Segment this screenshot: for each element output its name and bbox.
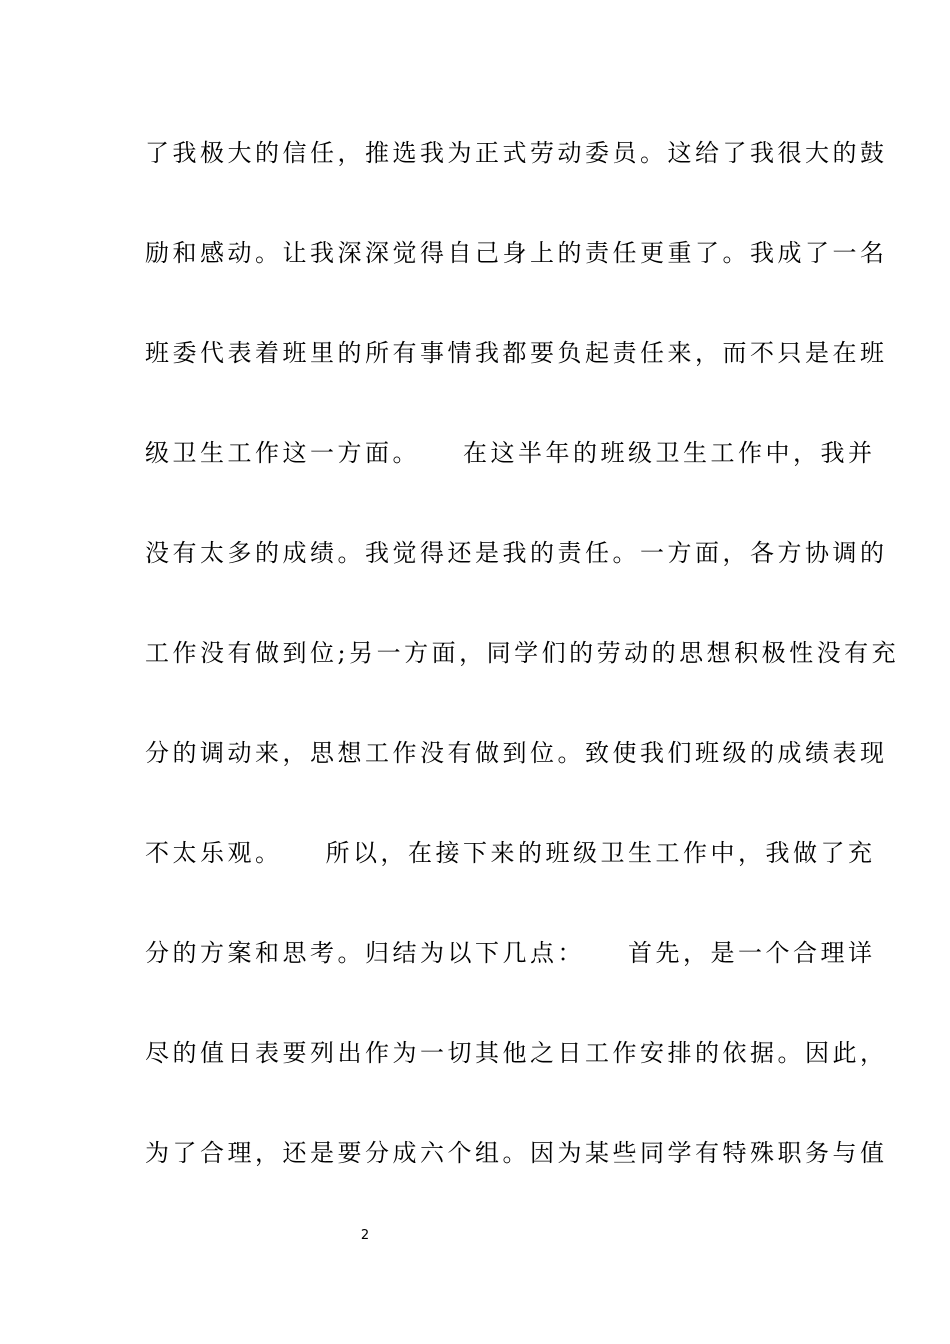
body-text (145, 128, 900, 1228)
text-line: 工作没有做到位;另一方面，同学们的劳动的思想积极性没有充 (145, 639, 900, 667)
text-line: 不太乐观。 所以，在接下来的班级卫生工作中，我做了充 (145, 839, 876, 867)
text-line: 没有太多的成绩。我觉得还是我的责任。一方面，各方协调的 (145, 539, 888, 567)
text-line: 了我极大的信任，推选我为正式劳动委员。这给了我很大的鼓 (145, 139, 888, 167)
text-line: 班委代表着班里的所有事情我都要负起责任来，而不只是在班 (145, 339, 888, 367)
text-line: 分的调动来，思想工作没有做到位。致使我们班级的成绩表现 (145, 739, 888, 767)
text-line: 为了合理，还是要分成六个组。因为某些同学有特殊职务与值 (145, 1139, 888, 1167)
page-number: 2 (360, 1228, 370, 1243)
text-line: 励和感动。让我深深觉得自己身上的责任更重了。我成了一名 (145, 239, 888, 267)
text-line: 分的方案和思考。归结为以下几点： 首先，是一个合理详 (145, 939, 876, 967)
text-line: 级卫生工作这一方面。 在这半年的班级卫生工作中，我并 (145, 439, 876, 467)
text-line: 尽的值日表要列出作为一切其他之日工作安排的依据。因此， (145, 1039, 888, 1067)
